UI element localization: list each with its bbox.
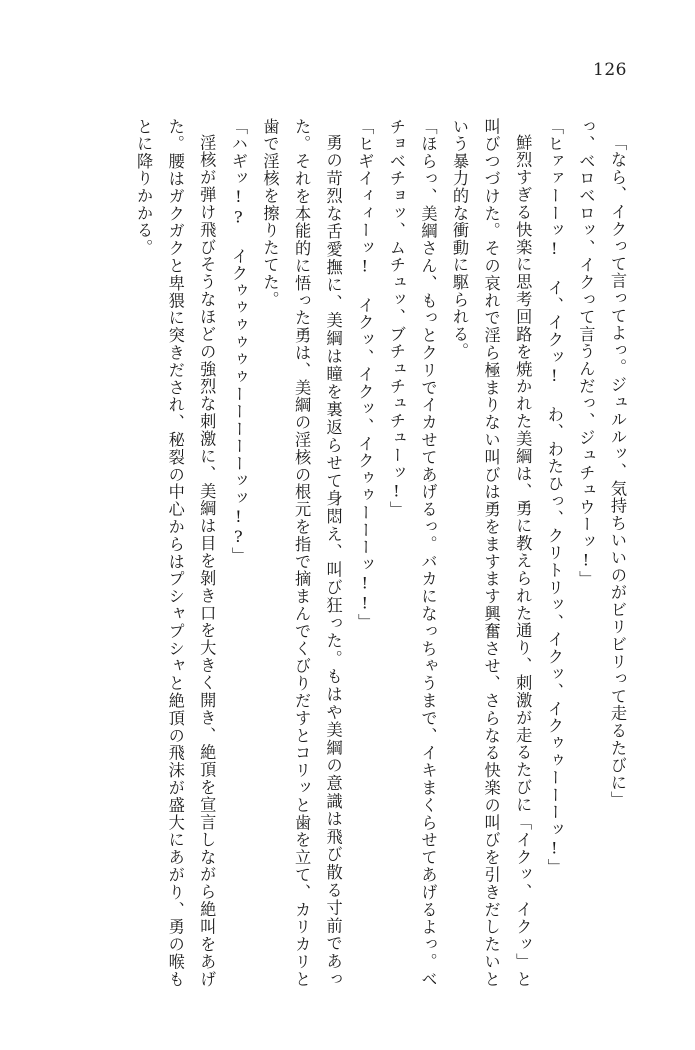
paragraph: 「なら、イクって言ってよっ。ジュルルッ、気持ちいいのがビリビリって走るたびに」 — [608, 134, 627, 809]
paragraph: 「ほらっ、美綱さん、もっとクリでイカせてあげるっ。バカになっちゃうまで、イキまくらせてあげるよっ。ベチョベチョッ、ムチュッ、ブチュチュチューッ!」 — [386, 118, 438, 988]
paragraph: 勇の苛烈な舌愛撫に、美綱は瞳を裏返らせて身悶え、叫び狂った。もはや美綱の意識は飛び散る寸前であった。それを本能的に悟った勇は、美綱の淫核の根元を指で摘まんでくびりだすとコリッと歯を立て、カリカリと歯で淫核を擦りたてた。 — [260, 118, 343, 988]
paragraph: 淫核が弾け飛びそうなほどの強烈な刺激に、美綱は目を剝き口を大きく開き、絶頂を宣言しながら絶叫をあげた。腰はガクガクと卑猥に突きだされ、秘裂の中心からはプシャプシャと絶頂の飛沫が盛大にあがり、勇の喉もとに降りかかる。 — [134, 118, 217, 988]
paragraph: 「ヒァァーーッ! イ、イクッ! わ、わたひっ、クリトリッ、イクッ、イクゥゥーーーッ!」 — [544, 118, 564, 876]
page-number: 126 — [593, 60, 627, 80]
paragraph: 「ヒギイィィーッ! イクッ、イクッ、イクゥゥーーーッ!!」 — [355, 118, 375, 631]
paragraph: っ、ベロベロッ、イクって言うんだっ、ジュチュウーッ!」 — [576, 118, 596, 588]
paragraph: 「ハギッ!? イクゥゥゥゥゥゥーーーーーッッ!?」 — [228, 118, 248, 565]
body-text — [62, 118, 633, 988]
paragraph: 鮮烈すぎる快楽に思考回路を焼かれた美綱は、勇に教えられた通り、刺激が走るたびに「イクッ、イクッ」と叫びつづけた。その哀れで淫ら極まりない叫びは勇をますます興奮させ、さらなる快楽の叫びを引きだしたいという暴力的な衝動に駆られる。 — [450, 118, 533, 988]
